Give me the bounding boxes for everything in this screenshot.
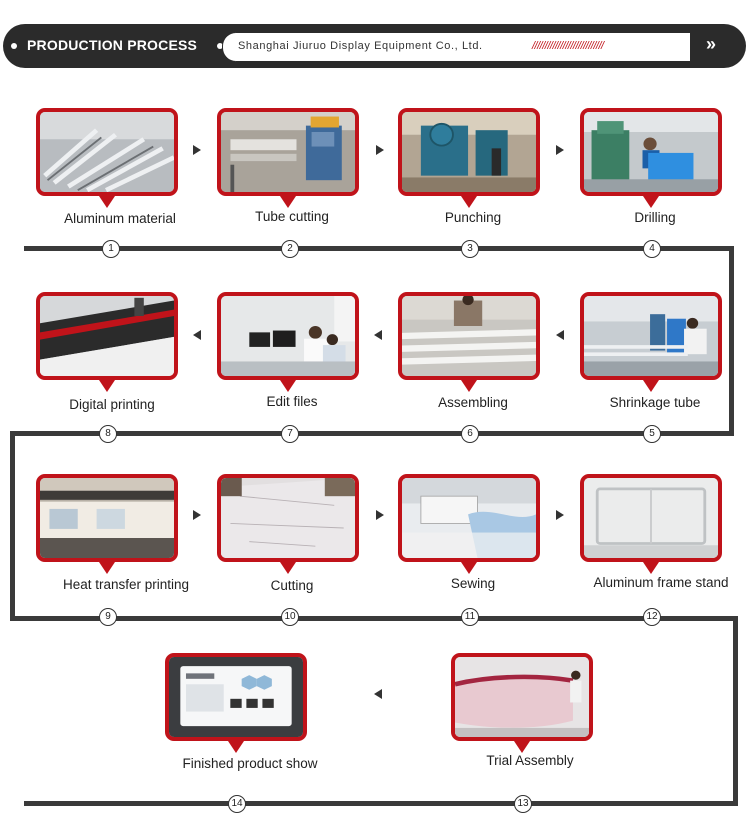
step-number-badge: 6 <box>461 425 479 443</box>
arrow-right-icon <box>556 510 564 520</box>
photo-pointer <box>99 196 115 208</box>
step-number-badge: 4 <box>643 240 661 258</box>
step-photo-finished-product-show <box>165 653 307 741</box>
step-label: Cutting <box>270 578 314 593</box>
process-track <box>24 801 738 806</box>
photo-pointer <box>228 741 244 753</box>
step-photo-cutting <box>217 474 359 562</box>
double-chevron-right-icon[interactable]: » <box>706 34 717 54</box>
step-label: Drilling <box>634 210 676 225</box>
photo-pointer <box>461 196 477 208</box>
step-number-badge: 9 <box>99 608 117 626</box>
step-number-badge: 7 <box>281 425 299 443</box>
arrow-right-icon <box>193 145 201 155</box>
arrow-left-icon <box>374 689 382 699</box>
arrow-right-icon <box>376 510 384 520</box>
process-track <box>10 431 15 621</box>
arrow-right-icon <box>556 145 564 155</box>
step-photo-tube-cutting <box>217 108 359 196</box>
step-number-badge: 2 <box>281 240 299 258</box>
step-number-badge: 1 <box>102 240 120 258</box>
step-photo-aluminum-material <box>36 108 178 196</box>
process-track <box>733 616 738 806</box>
step-label: Aluminum frame stand <box>593 575 729 590</box>
arrow-left-icon <box>374 330 382 340</box>
step-label: Shrinkage tube <box>609 395 701 410</box>
photo-pointer <box>643 562 659 574</box>
step-photo-drilling <box>580 108 722 196</box>
step-number-badge: 10 <box>281 608 299 626</box>
step-photo-trial-assembly <box>451 653 593 741</box>
process-track <box>24 246 734 251</box>
photo-pointer <box>461 380 477 392</box>
step-number-badge: 3 <box>461 240 479 258</box>
step-label: Heat transfer printing <box>62 577 190 592</box>
company-name: Shanghai Jiuruo Display Equipment Co., Ltd. <box>238 40 483 52</box>
step-number-badge: 11 <box>461 608 479 626</box>
step-number-badge: 13 <box>514 795 532 813</box>
step-label: Digital printing <box>69 397 155 412</box>
photo-pointer <box>280 562 296 574</box>
arrow-right-icon <box>376 145 384 155</box>
step-photo-sewing <box>398 474 540 562</box>
bullet-dot-icon <box>11 43 17 49</box>
step-number-badge: 8 <box>99 425 117 443</box>
arrow-right-icon <box>193 510 201 520</box>
step-photo-aluminum-frame-stand <box>580 474 722 562</box>
photo-pointer <box>99 380 115 392</box>
photo-pointer <box>461 562 477 574</box>
step-number-badge: 5 <box>643 425 661 443</box>
process-track <box>10 431 734 436</box>
photo-pointer <box>99 562 115 574</box>
step-photo-heat-transfer-printing <box>36 474 178 562</box>
step-label: Edit files <box>266 394 318 409</box>
header-left-pill <box>3 24 235 68</box>
photo-pointer <box>643 196 659 208</box>
arrow-left-icon <box>556 330 564 340</box>
header-right-pill[interactable] <box>690 24 746 68</box>
page-title: PRODUCTION PROCESS <box>27 37 198 53</box>
photo-pointer <box>280 380 296 392</box>
step-photo-assembling <box>398 292 540 380</box>
photo-pointer <box>514 741 530 753</box>
step-photo-digital-printing <box>36 292 178 380</box>
decorative-slashes: //////////////////////////// <box>532 40 604 52</box>
step-label: Sewing <box>450 576 496 591</box>
step-label: Tube cutting <box>255 209 329 224</box>
step-label: Assembling <box>438 395 508 410</box>
step-number-badge: 14 <box>228 795 246 813</box>
step-label: Punching <box>444 210 502 225</box>
step-number-badge: 12 <box>643 608 661 626</box>
step-label: Trial Assembly <box>486 753 574 768</box>
step-photo-shrinkage-tube <box>580 292 722 380</box>
photo-pointer <box>280 196 296 208</box>
arrow-left-icon <box>193 330 201 340</box>
step-photo-punching <box>398 108 540 196</box>
step-label: Finished product show <box>182 756 318 771</box>
photo-pointer <box>643 380 659 392</box>
process-track <box>10 616 738 621</box>
step-label: Aluminum material <box>64 211 176 226</box>
step-photo-edit-files <box>217 292 359 380</box>
